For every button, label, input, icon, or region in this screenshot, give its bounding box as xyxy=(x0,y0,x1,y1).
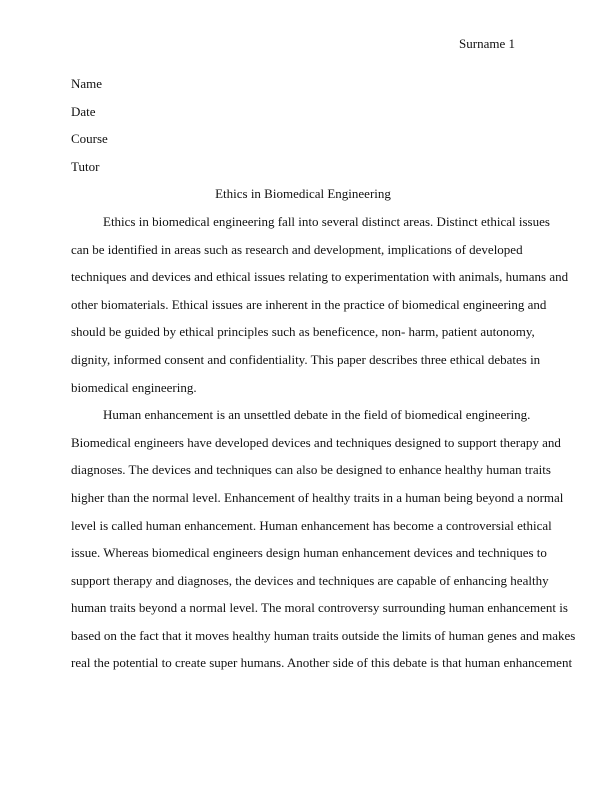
paragraph-line: real the potential to create super humans. Another side of this debate is that human enhancement xyxy=(71,655,573,671)
paragraph-line: techniques and devices and ethical issues relating to experimentation with animals, humans and xyxy=(71,269,569,285)
paragraph-line: Biomedical engineers have developed devices and techniques designed to support therapy and xyxy=(71,434,561,450)
document-title: Ethics in Biomedical Engineering xyxy=(215,186,391,202)
paragraph-line: Ethics in biomedical engineering fall into several distinct areas. Distinct ethical issues xyxy=(103,213,550,229)
header-name: Name xyxy=(71,76,103,91)
header-tutor: Tutor xyxy=(71,158,100,174)
paragraph-line: other biomaterials. Ethical issues are inherent in the practice of biomedical engineering and xyxy=(71,296,547,312)
paragraph-line: can be identified in areas such as research and development, implications of developed xyxy=(71,241,523,257)
paragraph-line: issue. Whereas biomedical engineers design human enhancement devices and techniques to xyxy=(71,545,547,561)
paragraph-line: support therapy and diagnoses, the devices and techniques are capable of enhancing healthy xyxy=(71,572,549,588)
paragraph-line: human traits beyond a normal level. The moral controversy surrounding human enhancement is xyxy=(71,600,568,616)
paragraph-line: diagnoses. The devices and techniques can also be designed to enhance healthy human traits xyxy=(71,462,551,478)
paragraph-1 xyxy=(71,208,569,401)
paragraph-line: level is called human enhancement. Human enhancement has become a controversial ethical xyxy=(71,517,552,533)
running-head: Surname 1 xyxy=(459,36,515,51)
paragraph-line: biomedical engineering. xyxy=(71,379,197,395)
paragraph-line: dignity, informed consent and confidentiality. This paper describes three ethical debates in xyxy=(71,351,541,367)
paragraph-2 xyxy=(71,401,576,677)
document-body xyxy=(71,70,576,677)
paragraph-line: Human enhancement is an unsettled debate in the field of biomedical engineering. xyxy=(103,407,531,423)
paragraph-line: based on the fact that it moves healthy human traits outside the limits of human genes and makes xyxy=(71,627,576,643)
header-date: Date xyxy=(71,103,96,119)
paragraph-line: should be guided by ethical principles such as beneficence, non- harm, patient autonomy, xyxy=(71,324,535,340)
paragraph-line: higher than the normal level. Enhancement of healthy traits in a human being beyond a normal xyxy=(71,489,564,505)
header-course: Course xyxy=(71,131,108,147)
